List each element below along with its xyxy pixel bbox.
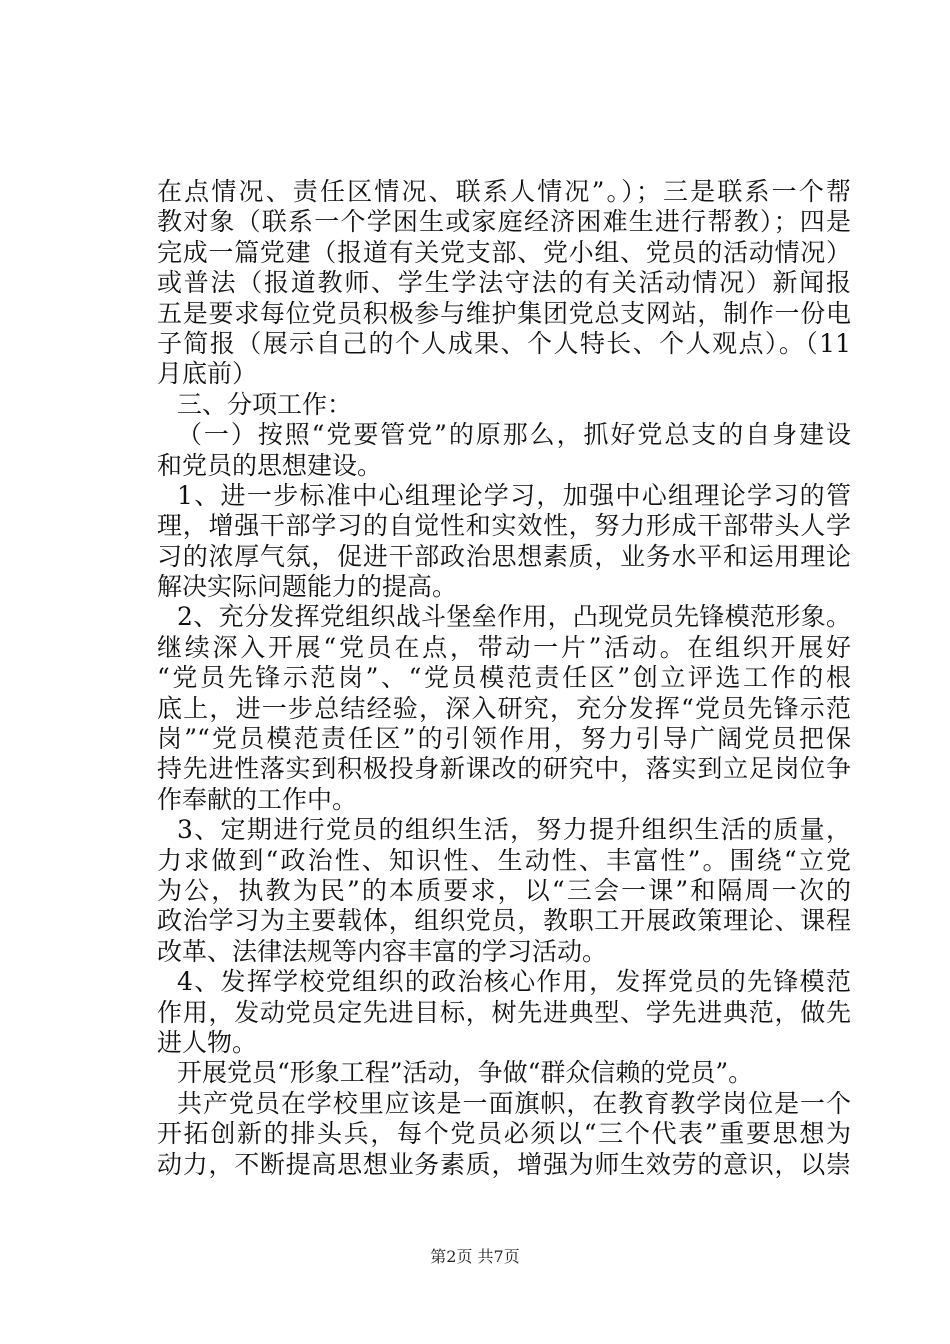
text-line: 教对象（联系一个学困生或家庭经济困难生进行帮教）；四是 xyxy=(157,207,851,237)
text-line: 三、分项工作： xyxy=(177,389,353,419)
text-line: 岗”“党员模范责任区”的引领作用，努力引导广阔党员把保 xyxy=(157,724,851,754)
text-line: “党员先锋示范岗”、“党员模范责任区”创立评选工作的根 xyxy=(157,663,851,693)
text-line: 作奉献的工作中。 xyxy=(157,784,358,814)
text-line: 4、发挥学校党组织的政治核心作用，发挥党员的先锋模范 xyxy=(177,967,851,997)
text-line: 为公，执教为民”的本质要求，以“三会一课”和隔周一次的 xyxy=(157,875,851,905)
text-line: 进人物。 xyxy=(157,1027,258,1057)
text-line: 动力，不断提高思想业务素质，增强为师生效劳的意识，以崇 xyxy=(157,1149,851,1179)
text-line: 开拓创新的排头兵，每个党员必须以“三个代表”重要思想为 xyxy=(157,1119,851,1149)
text-line: 在点情况、责任区情况、联系人情况”。）；三是联系一个帮 xyxy=(157,177,851,206)
text-line: 习的浓厚气氛，促进干部政治思想素质，业务水平和运用理论 xyxy=(157,541,851,571)
text-line: 或普法（报道教师、学生学法守法的有关活动情况）新闻报 xyxy=(157,268,851,298)
text-line: 作用，发动党员定先进目标，树先进典型、学先进典范，做先 xyxy=(157,997,851,1027)
text-line: 3、定期进行党员的组织生活，努力提升组织生活的质量， xyxy=(177,815,851,845)
text-line: 五是要求每位党员积极参与维护集团党总支网站，制作一份电 xyxy=(157,298,851,328)
document-body xyxy=(157,177,851,1180)
text-line: 解决实际问题能力的提高。 xyxy=(157,572,458,602)
text-line: 共产党员在学校里应该是一面旗帜，在教育教学岗位是一个 xyxy=(177,1088,851,1118)
text-line: 月底前） xyxy=(157,359,258,389)
text-line: 改革、法律法规等内容丰富的学习活动。 xyxy=(157,936,608,966)
text-line: 1、进一步标准中心组理论学习，加强中心组理论学习的管 xyxy=(177,480,851,510)
text-line: 开展党员“形象工程”活动，争做“群众信赖的党员”。 xyxy=(177,1058,754,1088)
text-line: 子简报（展示自己的个人成果、个人特长、个人观点）。（11 xyxy=(157,328,851,358)
text-line: 完成一篇党建（报道有关党支部、党小组、党员的活动情况） xyxy=(157,237,851,267)
text-line: 持先进性落实到积极投身新课改的研究中，落实到立足岗位争 xyxy=(157,754,851,784)
text-line: 力求做到“政治性、知识性、生动性、丰富性”。围绕“立党 xyxy=(157,845,851,875)
text-line: 底上，进一步总结经验，深入研究，充分发挥“党员先锋示范 xyxy=(157,693,851,723)
text-line: 理，增强干部学习的自觉性和实效性，努力形成干部带头人学 xyxy=(157,511,851,541)
text-line: 2、充分发挥党组织战斗堡垒作用，凸现党员先锋模范形象。 xyxy=(177,602,851,632)
text-line: 政治学习为主要载体，组织党员，教职工开展政策理论、课程 xyxy=(157,906,851,936)
text-line: 继续深入开展“党员在点，带动一片”活动。在组织开展好 xyxy=(157,632,851,662)
text-line: 和党员的思想建设。 xyxy=(157,450,383,480)
page-footer: 第2页 共7页 xyxy=(430,1247,520,1266)
text-line: （一）按照“党要管党”的原那么，抓好党总支的自身建设 xyxy=(177,420,851,450)
